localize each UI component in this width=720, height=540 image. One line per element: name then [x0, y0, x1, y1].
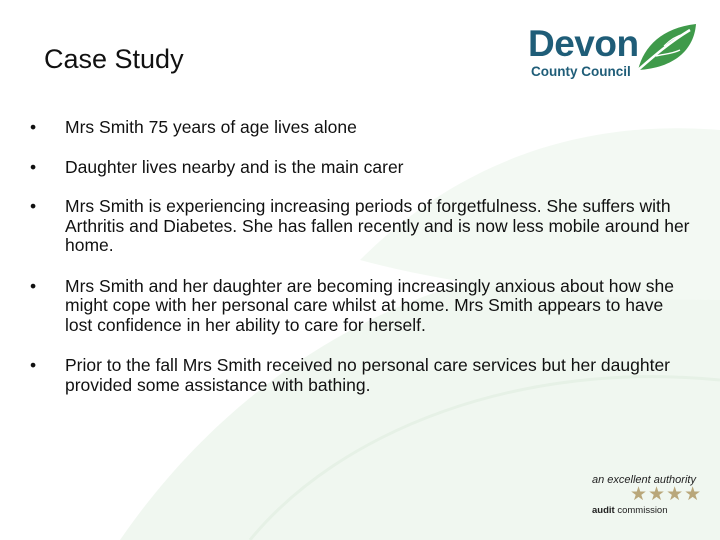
devon-county-council-logo	[526, 20, 706, 82]
bullet-list	[30, 118, 690, 395]
audit-tagline: an excellent authority	[592, 474, 696, 486]
slide-title: Case Study	[44, 44, 184, 74]
star-rating-icon: ★★★★	[630, 484, 703, 505]
logo-name: Devon	[528, 23, 639, 64]
bullet-item: • Daughter lives nearby and is the main carer	[30, 158, 690, 178]
audit-name	[592, 505, 668, 516]
audit-name-bold: audit	[592, 505, 615, 516]
logo-subtitle: County Council	[531, 64, 631, 79]
bullet-item: • Mrs Smith 75 years of age lives alone	[30, 118, 690, 138]
bullet-item: • Mrs Smith and her daughter are becoming increasingly anxious about how she might cope with her personal care whilst at home. Mrs Smith appears to have lost confidence in her ability to care for herself.	[30, 277, 690, 336]
leaf-icon	[634, 20, 700, 76]
audit-name-rest: commission	[614, 505, 668, 516]
bullet-item: • Prior to the fall Mrs Smith received no personal care services but her daughter provided some assistance with bathing.	[30, 356, 690, 395]
bullet-item: • Mrs Smith is experiencing increasing periods of forgetfulness. She suffers with Arthritis and Diabetes. She has fallen recently and is now less mobile around her home.	[30, 197, 690, 256]
audit-commission-badge	[592, 474, 712, 518]
